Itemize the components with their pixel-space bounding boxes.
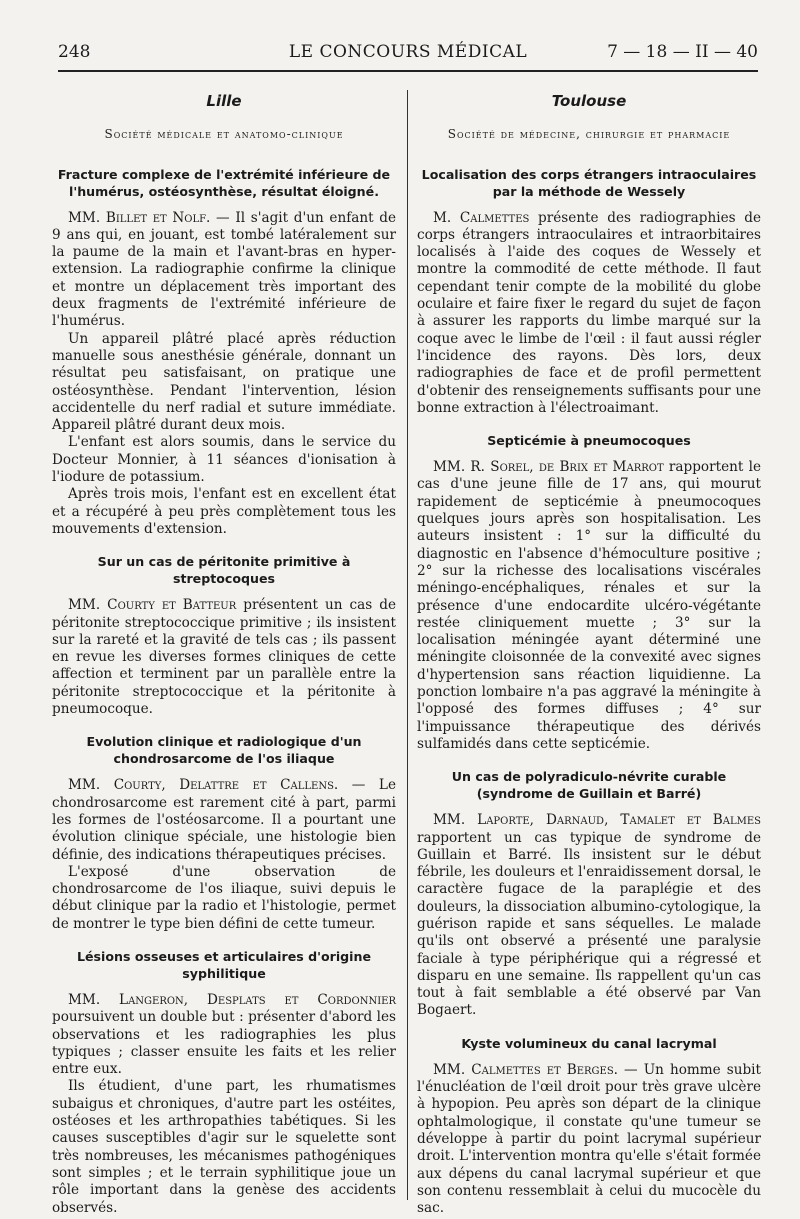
authors: M. Calmettes (433, 209, 530, 226)
authors: MM. Langeron, Desplats et Cordonnier (68, 991, 396, 1008)
paragraph: Un appareil plâtré placé après réduction manuelle sous anesthésie générale, donnant un résultat peu satisfaisant, on pratique une ostéosynthèse. Pendant l'intervention, lésion accidentelle du nerf radial et suture immédiate. Appareil plâtré durant deux mois. (52, 330, 396, 434)
paragraph: MM. Courty, Delattre et Callens. — Le chondrosarcome est rarement cité à part, parmi les formes de l'ostéosarcome. Il a pourtant une évolution clinique spéciale, une histologie bien définie, des indications thérapeutiques précises. (52, 777, 396, 863)
section-title: Lésions osseuses et articulaires d'origine syphilitique (76, 948, 372, 981)
section-title: Evolution clinique et radiologique d'un chondrosarcome de l'os iliaque (86, 734, 362, 767)
authors: MM. Billet et Nolf. (68, 209, 211, 226)
section-title: Septicémie à pneumocoques (487, 433, 691, 449)
paragraph: MM. Calmettes et Berges. — Un homme subit l'énucléation de l'œil droit pour très grave ulcère à hypopion. Peu après son départ de la clinique ophtalmologique, il constate qu'une tumeur se développe à partir du point lacrymal supérieur droit. L'intervention montra qu'elle s'était formée aux dépens du canal lacrymal supérieur et que son contenu ressemblait à celui du mucocèle du sac. (417, 1061, 761, 1217)
left-column (52, 93, 396, 1217)
society-heading: Société médicale et anatomo-clinique (104, 127, 344, 142)
section-title: Fracture complexe de l'extrémité inférieure de l'humérus, ostéosynthèse, résultat éloigné. (57, 166, 391, 199)
page-header (58, 42, 758, 68)
issue-date: 7 — 18 — II — 40 (607, 42, 758, 62)
column-divider (407, 90, 408, 1200)
section-title: Localisation des corps étrangers intraoculaires par la méthode de Wessely (421, 166, 757, 199)
authors: MM. Courty et Batteur (68, 597, 237, 614)
page-number: 248 (58, 42, 91, 62)
paragraph: MM. R. Sorel, de Brix et Marrot rapportent le cas d'une jeune fille de 17 ans, qui mourut rapidement de septicémie à pneumocoques quelques jours après son hospitalisation. Les auteurs insistent : 1° sur la difficulté du diagnostic en l'absence d'hémoculture positive ; 2° sur la richesse des localisations viscérales méningo-encéphaliques, rénales et sur la présence d'une endocardite ulcéro-végétante restée cliniquement muette ; 3° sur la localisation méningée ayant déterminé une méningite cloisonnée de la convexité avec signes d'hypertension sans réaction liquidienne. La ponction lombaire n'a pas aggravé la méningite à l'opposé des formes diffuses ; 4° sur l'impuissance thérapeutique des dérivés sulfamidés dans cette septicémie. (417, 459, 762, 752)
paragraph: MM. Laporte, Darnaud, Tamalet et Balmes rapportent un cas typique de syndrome de Guillain et Barré. Ils insistent sur le début fébrile, les douleurs et l'enraidissement dorsal, le caractère fugace de la paraplégie et des douleurs, la dissociation albumino-cytologique, la guérison rapide et sans séquelles. Le malade qu'ils ont observé a présenté une paralysie faciale à type périphérique qui a régressé et disparu en une semaine. Ils rappellent qu'un cas tout à fait semblable a été observé par Van Bogaert. (417, 812, 761, 1019)
section-title: Sur un cas de péritonite primitive à streptocoques (97, 554, 351, 587)
authors: MM. Calmettes et Berges. (433, 1061, 619, 1078)
paragraph: MM. Courty et Batteur présentent un cas de péritonite streptococcique primitive ; ils insistent sur la rareté et la gravité de tels cas ; ils passent en revue les diverses formes cliniques de cette affection et terminent par un parallèle entre la péritonite streptococcique et la péritonite à pneumocoque. (52, 597, 396, 718)
journal-title: LE CONCOURS MÉDICAL (288, 42, 528, 62)
paragraph: L'exposé d'une observation de chondrosarcome de l'os iliaque, suivi depuis le début clinique par la radio et l'histologie, permet de montrer le type bien défini de cette tumeur. (52, 863, 396, 932)
paragraph: MM. Billet et Nolf. — Il s'agit d'un enfant de 9 ans qui, en jouant, est tombé latéralement sur la paume de la main et l'avant-bras en hyper-extension. La radiographie confirme la clinique et montre un déplacement très important des deux fragments de l'extrémité inférieure de l'humérus. (52, 209, 396, 330)
society-heading: Société de médecine, chirurgie et pharmacie (447, 127, 731, 142)
authors: MM. Laporte, Darnaud, Tamalet et Balmes (433, 812, 761, 829)
paragraph: MM. Langeron, Desplats et Cordonnier poursuivent un double but : présenter d'abord les observations et les radiographies les plus typiques ; classer ensuite les faits et les relier entre eux. (52, 991, 396, 1078)
city-heading-lille: Lille (206, 92, 242, 110)
paragraph: L'enfant est alors soumis, dans le service du Docteur Monnier, à 11 séances d'ionisation à l'iodure de potassium. (52, 434, 396, 486)
section-title: Kyste volumineux du canal lacrymal (461, 1035, 717, 1051)
authors: MM. Courty, Delattre et Callens. (68, 777, 339, 794)
authors: MM. R. Sorel, de Brix et Marrot (433, 459, 664, 476)
paragraph: Ils étudient, d'une part, les rhumatismes subaigus et chroniques, d'autre part les ostéites, ostéoses et les arthropathies tabétiques. Si les causes susceptibles d'agir sur le squelette sont très nombreuses, les mécanismes pathogéniques sont simples ; et le terrain syphilitique joue un rôle important dans la genèse des accidents observés. (52, 1078, 396, 1216)
city-heading-toulouse: Toulouse (551, 92, 627, 110)
section-title: Un cas de polyradiculo-névrite curable (syndrome de Guillain et Barré) (451, 769, 727, 802)
paragraph: Après trois mois, l'enfant est en excellent état et a récupéré à peu près complètement tous les mouvements d'extension. (52, 486, 396, 537)
right-column (417, 93, 761, 1217)
paragraph: M. Calmettes présente des radiographies de corps étrangers intraoculaires et intraorbitaires localisés à l'aide des coques de Wessely et montre la commodité de cette méthode. Il faut cependant tenir compte de la mobilité du globe oculaire et faire fixer le regard du sujet de façon à assurer les rapports du limbe marqué sur la coque avec le limbe de l'œil : il faut aussi régler l'incidence des rayons. Dès lors, deux radiographies de face et de profil permettent d'obtenir des renseignements suffisants pour une bonne extraction à l'électroaimant. (417, 209, 762, 416)
header-rule (58, 70, 758, 72)
